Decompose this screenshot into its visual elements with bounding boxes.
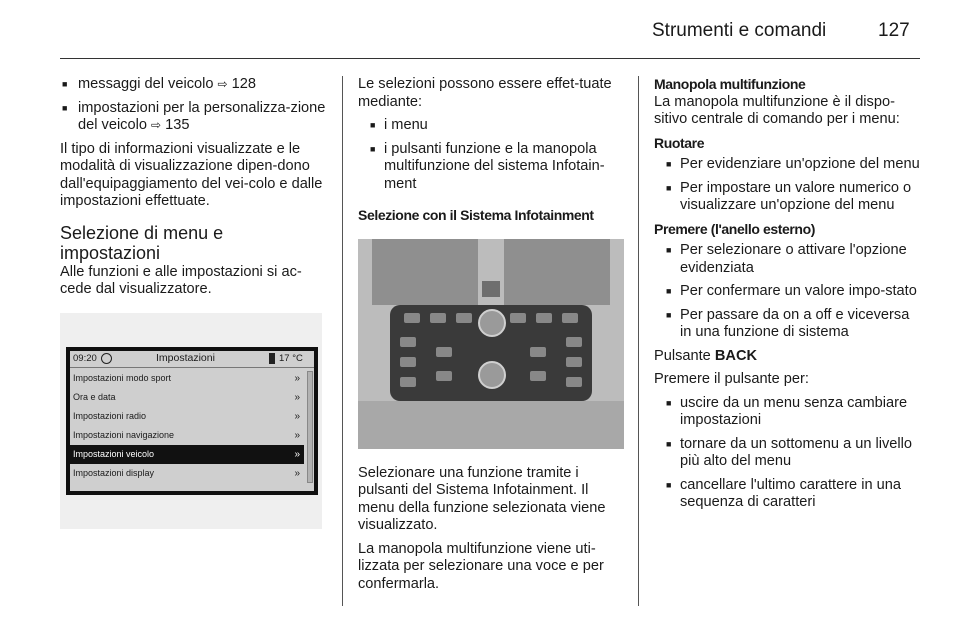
infotainment-console-photo [358,239,624,449]
list-item: ■ impostazioni per la personalizza-zione del veicolo ⇨ 135 [60,100,328,135]
paragraph: Il tipo di informazioni visualizzate e le modalità di visualizzazione dipen-dono dall'equipaggiamento del vei-colo e dalle impostazioni effettuate. [60,140,323,209]
function-button [566,377,582,387]
subheading: Manopola multifunzione [654,76,806,92]
menu-item[interactable]: Impostazioni modo sport » [70,369,304,388]
bullet-list-back [654,395,924,512]
chevron-right-icon: » [294,467,300,479]
list-item: ■ cancellare l'ultimo carattere in una sequenza di caratteri [654,477,924,512]
settings-menu-list [70,369,304,483]
page-reference[interactable]: 135 [165,117,190,133]
menu-item[interactable]: Impostazioni display » [70,464,304,483]
paragraph: Le selezioni possono essere effet-tuate mediante: [358,76,612,110]
air-vent-left [372,239,478,305]
menu-item[interactable]: Impostazioni veicolo » [70,445,304,464]
chevron-right-icon: » [294,448,300,460]
chevron-right-icon: » [294,391,300,403]
function-button [566,357,582,367]
list-item: ■ i menu [358,117,624,135]
page-number: 127 [878,20,910,41]
preset-button [510,313,526,323]
column-right [654,76,924,518]
bullet-list-top [60,76,328,135]
list-item: ■ uscire da un menu senza cambiare impostazioni [654,395,924,430]
screen-frame [66,347,318,495]
console-lower-trim [358,401,624,449]
function-button [400,337,416,347]
air-vent-right [504,239,610,305]
function-button [400,357,416,367]
menu-item[interactable]: Impostazioni radio » [70,407,304,426]
screen-display [70,351,314,491]
menu-item[interactable]: Ora e data » [70,388,304,407]
subheading: Premere (l'anello esterno) [654,220,815,237]
menu-item[interactable]: Impostazioni navigazione » [70,426,304,445]
settings-screen-photo [60,313,322,529]
scrollbar[interactable] [307,371,313,483]
hazard-button-icon [482,281,500,297]
temperature-text: 17 °C [279,352,303,364]
function-button [436,347,452,357]
subheading: Ruotare [654,134,705,151]
bullet-list-press [654,242,924,342]
paragraph: La manopola multifunzione è il dispo-sitivo centrale di comando per i menu: [654,93,900,127]
volume-knob [478,309,506,337]
header-rule [60,58,920,59]
list-item: ■ Per selezionare o attivare l'opzione evidenziata [654,242,924,277]
subheading: Selezione con il Sistema Infotainment [358,207,594,223]
list-item: ■ Per passare da on a off e viceversa in una funzione di sistema [654,307,924,342]
list-item: ■ messaggi del veicolo ⇨ 128 [60,76,328,94]
chevron-right-icon: » [294,410,300,422]
list-item: ■ tornare da un sottomenu a un livello più alto del menu [654,436,924,471]
paragraph: La manopola multifunzione viene uti-lizzata per selezionare una voce e per confermarla. [358,540,604,592]
preset-button [456,313,472,323]
list-item: ■ i pulsanti funzione e la manopola multifunzione del sistema Infotain-ment [358,141,624,194]
control-panel [390,305,592,401]
header-title: Strumenti e comandi [652,20,827,41]
bullet-list-rotate [654,156,924,215]
list-item: ■ Per impostare un valore numerico o visualizzare un'opzione del menu [654,180,924,215]
function-button [400,377,416,387]
paragraph: Selezionare una funzione tramite i pulsanti del Sistema Infotainment. Il menu della funzione selezionata viene visualizzato. [358,464,606,533]
paragraph: Premere il pulsante per: [654,371,809,387]
function-button [566,337,582,347]
section-title: Selezione di menu e impostazioni [60,222,224,263]
preset-button [562,313,578,323]
preset-button [430,313,446,323]
status-bar [70,351,314,366]
function-button [530,371,546,381]
clock-icon [101,353,112,364]
column-divider-left [342,76,343,606]
function-button [436,371,452,381]
column-middle [358,76,624,599]
back-button-label: Pulsante BACK [654,347,758,364]
chevron-right-icon: » [294,429,300,441]
list-item: ■ Per confermare un valore impo-stato [654,283,924,301]
preset-button [536,313,552,323]
chevron-right-icon: » [294,372,300,384]
page-reference[interactable]: 128 [231,76,257,92]
cross-reference-icon: ⇨ [151,118,162,132]
status-divider [70,367,314,368]
bullet-list [358,117,624,193]
function-button [530,347,546,357]
cross-reference-icon: ⇨ [217,77,228,91]
thermometer-icon [269,353,275,364]
screen-title: Impostazioni [156,351,215,364]
column-divider-right [638,76,639,606]
paragraph: Alle funzioni e alle impostazioni si ac-cede dal visualizzatore. [60,263,302,297]
back-button-name: BACK [714,347,758,364]
list-item: ■ Per evidenziare un'opzione del menu [654,156,924,174]
multifunction-knob [478,361,506,389]
column-left [60,76,328,529]
clock-text: 09:20 [73,352,97,364]
preset-button [404,313,420,323]
